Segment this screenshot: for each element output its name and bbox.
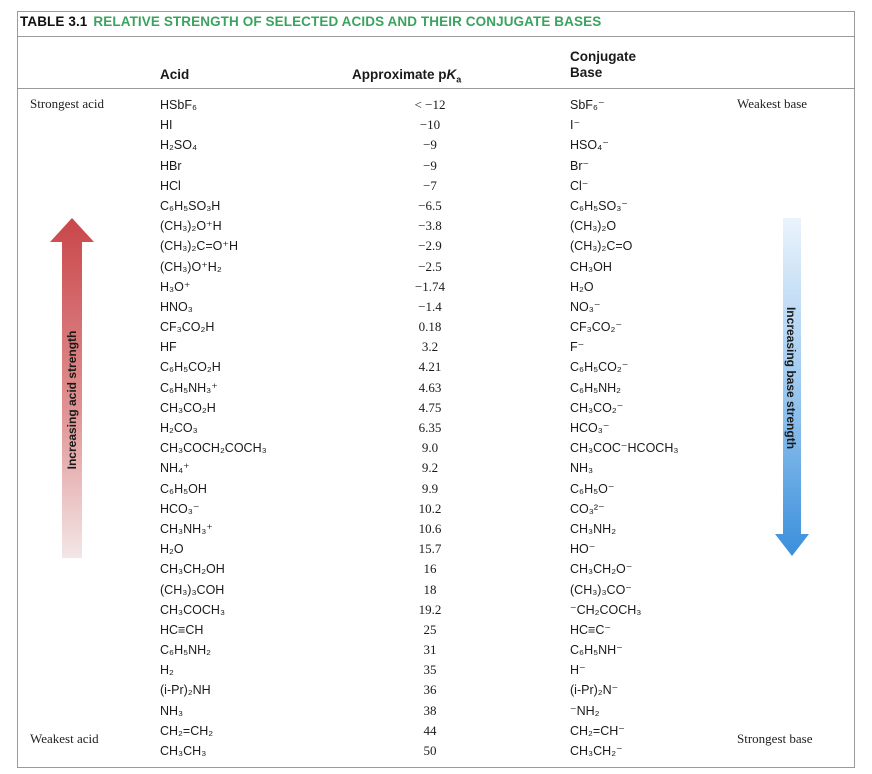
acid-cell: C₆H₅NH₂	[160, 643, 212, 658]
base-cell: CH₃CO₂⁻	[570, 400, 624, 415]
acid-cell: HCl	[160, 178, 181, 193]
table-title-text: RELATIVE STRENGTH OF SELECTED ACIDS AND THEIR CONJUGATE BASES	[93, 14, 602, 29]
pka-cell: 15.7	[418, 541, 442, 557]
acid-cell: (CH₃)₂O⁺H	[160, 219, 222, 234]
acid-cell: C₆H₅SO₃H	[160, 198, 221, 213]
weakest-base-label: Weakest base	[737, 96, 808, 111]
acid-cell: CF₃CO₂H	[160, 320, 215, 335]
acid-cell: CH₃NH₃⁺	[160, 521, 213, 536]
pka-cell: −9	[423, 137, 437, 153]
pka-cell: 31	[423, 642, 437, 658]
acid-cell: CH₃CO₂H	[160, 400, 216, 415]
acid-cell: HI	[160, 118, 173, 133]
acid-cell: CH₃CH₃	[160, 744, 207, 758]
pka-cell: 4.63	[418, 379, 442, 395]
acid-cell: H₂SO₄	[160, 138, 198, 153]
acid-cell: CH₃COCH₃	[160, 602, 226, 617]
base-cell: H₂O	[570, 279, 594, 294]
acid-column-header: Acid	[160, 67, 190, 82]
base-cell: CH₃OH	[570, 259, 612, 274]
acid-cell: CH₃COCH₂COCH₃	[160, 441, 267, 456]
pka-cell: 36	[423, 682, 437, 698]
pka-cell: 18	[423, 581, 437, 597]
acid-cell: CH₂=CH₂	[160, 723, 214, 738]
base-cell: NO₃⁻	[570, 299, 601, 314]
pka-cell: 9.0	[421, 440, 439, 456]
base-cell: HC≡C⁻	[570, 622, 611, 637]
base-cell: H⁻	[570, 663, 586, 678]
base-cell: CH₃CH₂O⁻	[570, 562, 633, 577]
pka-cell: 3.2	[421, 339, 439, 355]
acid-cell: HF	[160, 340, 177, 355]
pka-cell: 6.35	[418, 420, 442, 435]
pka-cell: −9	[423, 157, 437, 173]
acid-cell: CH₃CH₂OH	[160, 562, 225, 577]
pka-cell: < −12	[414, 97, 446, 112]
base-cell: (CH₃)₃CO⁻	[570, 582, 632, 597]
base-cell: CF₃CO₂⁻	[570, 320, 622, 335]
table-number: TABLE 3.1	[20, 14, 88, 29]
acid-cell: (CH₃)O⁺H₂	[160, 259, 222, 274]
pka-header-text: Approximate $pK_a$	[352, 67, 462, 85]
base-cell: (i-Pr)₂N⁻	[570, 683, 619, 698]
pka-cell: 10.2	[418, 500, 442, 516]
base-column	[570, 95, 770, 761]
pka-column-header	[352, 67, 461, 88]
pka-cell: 9.9	[421, 480, 439, 496]
base-cell: HSO₄⁻	[570, 138, 609, 153]
increasing-base-label: Increasing base strength	[784, 306, 798, 450]
base-cell: (CH₃)₂O	[570, 219, 617, 234]
header-divider	[17, 88, 855, 89]
base-cell: Br⁻	[570, 158, 590, 173]
acid-cell: C₆H₅OH	[160, 481, 207, 496]
pka-cell: −2.9	[418, 238, 442, 254]
base-header-line1: Conjugate	[570, 49, 636, 64]
acid-column	[160, 95, 350, 761]
base-cell: I⁻	[570, 118, 581, 133]
base-cell: Cl⁻	[570, 178, 589, 193]
base-cell: HCO₃⁻	[570, 421, 610, 435]
base-cell: CH₂=CH⁻	[570, 723, 625, 738]
acid-cell: H₂O	[160, 542, 184, 557]
pka-cell: 4.21	[418, 359, 442, 375]
weakest-acid-label: Weakest acid	[30, 731, 99, 746]
pka-cell: −2.5	[418, 258, 442, 274]
acid-cell: (CH₃)₂C=O⁺H	[160, 239, 238, 254]
acid-cell: H₂CO₃	[160, 421, 198, 435]
base-cell: CH₃COC⁻HCOCH₃	[570, 441, 679, 456]
pka-cell: −1.74	[414, 278, 446, 294]
base-column-header	[570, 49, 636, 81]
base-header-line2: Base	[570, 65, 603, 80]
pka-cell: 25	[423, 621, 437, 637]
pka-column	[370, 95, 490, 761]
acid-cell: HNO₃	[160, 299, 193, 314]
base-cell: C₆H₅NH₂	[570, 380, 622, 395]
base-cell: NH₃	[570, 461, 594, 476]
pka-cell: −7	[423, 177, 437, 193]
increasing-acid-label: Increasing acid strength	[65, 330, 79, 470]
base-cell: C₆H₅SO₃⁻	[570, 198, 628, 213]
pka-cell: −1.4	[418, 298, 442, 314]
acid-cell: HCO₃⁻	[160, 501, 200, 516]
pka-cell: −10	[419, 117, 441, 133]
pka-cell: 10.6	[418, 520, 442, 536]
table-title	[20, 14, 601, 29]
base-cell: CO₃²⁻	[570, 501, 605, 516]
pka-cell: 19.2	[418, 601, 442, 617]
base-cell: CH₃NH₂	[570, 521, 617, 536]
pka-cell: −3.8	[418, 218, 442, 234]
pka-cell: 50	[423, 743, 437, 758]
acid-cell: H₂	[160, 663, 174, 678]
pka-cell: 38	[423, 702, 437, 718]
base-cell: ⁻CH₂COCH₃	[570, 602, 642, 617]
acid-cell: (CH₃)₃COH	[160, 582, 225, 597]
pka-cell: 4.75	[418, 399, 442, 415]
pka-cell: 0.18	[418, 319, 442, 335]
base-cell: F⁻	[570, 340, 585, 355]
base-cell: CH₃CH₂⁻	[570, 744, 623, 758]
pka-cell: 9.2	[421, 460, 439, 476]
acid-cell: HSbF₆	[160, 98, 197, 112]
acid-cell: C₆H₅CO₂H	[160, 360, 221, 375]
base-cell: C₆H₅NH⁻	[570, 643, 623, 658]
base-cell: HO⁻	[570, 542, 596, 557]
base-cell: SbF₆⁻	[570, 98, 605, 112]
base-cell: ⁻NH₂	[570, 703, 600, 718]
title-divider	[17, 36, 855, 37]
acid-cell: (i-Pr)₂NH	[160, 683, 211, 698]
base-cell: C₆H₅O⁻	[570, 481, 615, 496]
base-cell: (CH₃)₂C=O	[570, 239, 633, 254]
pka-cell: −6.5	[418, 197, 442, 213]
pka-cell: 44	[423, 722, 437, 738]
acid-cell: HBr	[160, 158, 182, 173]
acid-cell: C₆H₅NH₃⁺	[160, 380, 218, 395]
acid-cell: NH₃	[160, 703, 184, 718]
base-cell: C₆H₅CO₂⁻	[570, 360, 629, 375]
strongest-acid-label: Strongest acid	[30, 96, 105, 111]
acid-cell: HC≡CH	[160, 622, 204, 637]
acid-cell: H₃O⁺	[160, 279, 191, 294]
strongest-base-label: Strongest base	[737, 731, 813, 746]
acid-cell: NH₄⁺	[160, 461, 190, 476]
pka-cell: 16	[423, 561, 437, 577]
pka-cell: 35	[423, 662, 437, 678]
